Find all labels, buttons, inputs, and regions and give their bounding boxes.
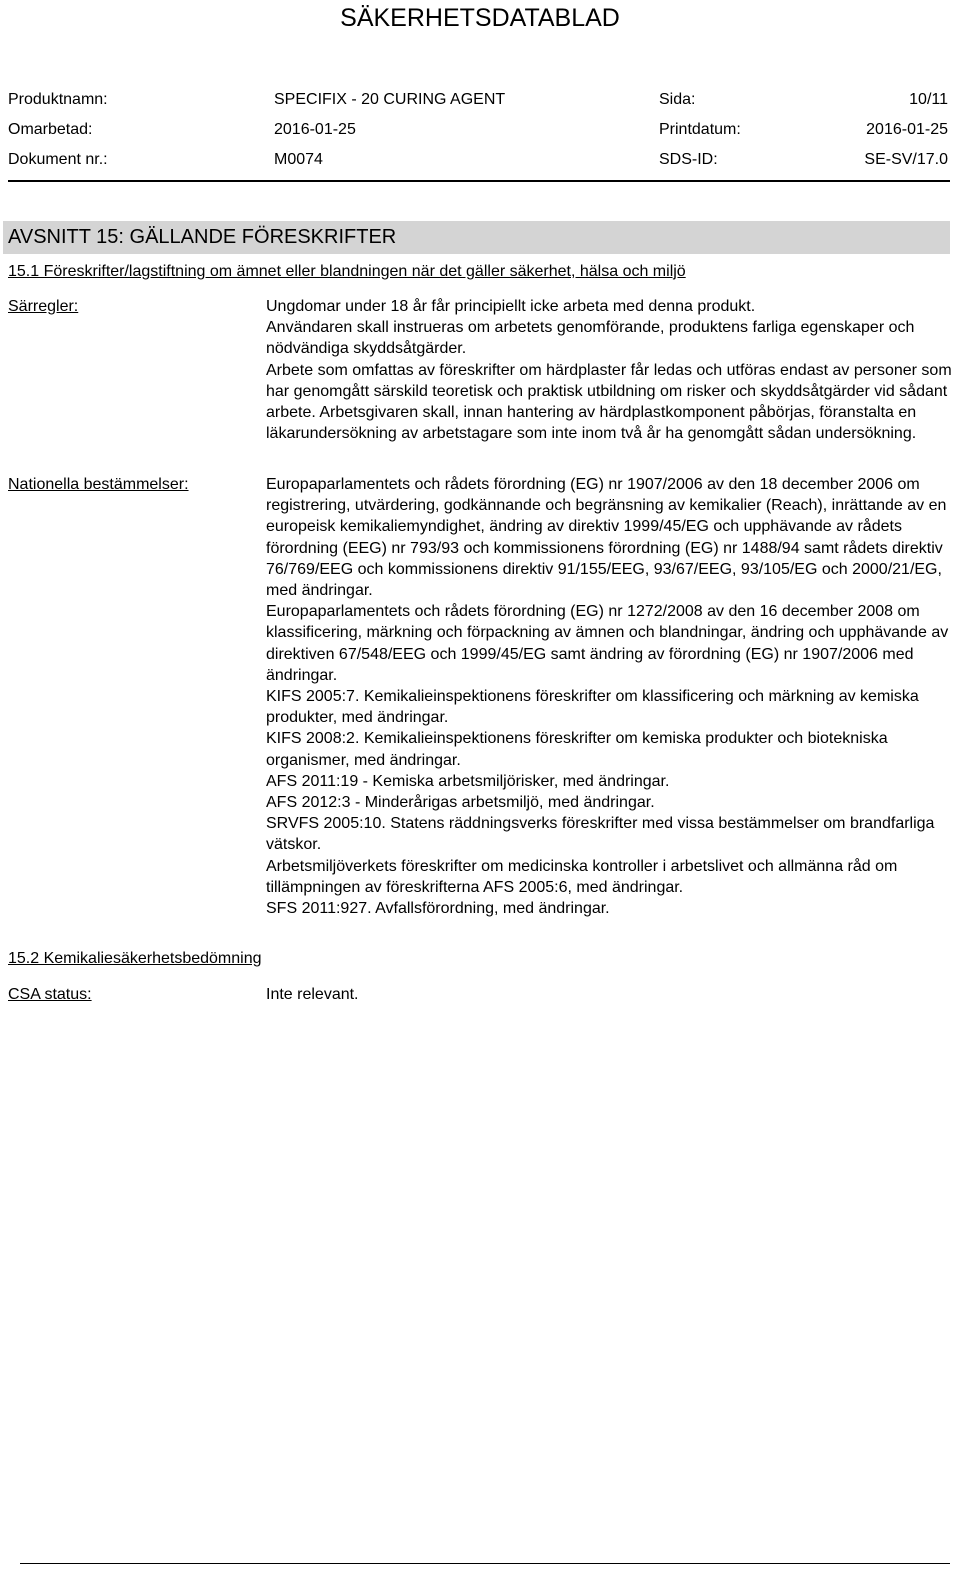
nationella-paragraph: SRVFS 2005:10. Statens räddningsverks föreskrifter med vissa bestämmelser om brandfarliga vätskor. — [266, 815, 935, 854]
header-divider — [8, 180, 950, 182]
document-number-label: Dokument nr.: — [8, 151, 108, 168]
nationella-paragraph: KIFS 2005:7. Kemikalieinspektionens föreskrifter om klassificering och märkning av kemiska produkter, med ändringar. — [266, 688, 919, 727]
print-date-label: Printdatum: — [659, 121, 741, 138]
nationella-paragraph: AFS 2012:3 - Minderårigas arbetsmiljö, med ändringar. — [266, 794, 655, 812]
sarregler-text — [266, 296, 956, 444]
sds-id-value: SE-SV/17.0 — [864, 151, 948, 168]
header-row-document — [8, 148, 948, 172]
document-number-value: M0074 — [274, 151, 323, 168]
sarregler-paragraph: Användaren skall instrueras om arbetets genomförande, produktens farliga egenskaper och nödvändiga skyddsåtgärder. — [266, 319, 915, 358]
nationella-paragraph: Arbetsmiljöverkets föreskrifter om medicinska kontroller i arbetslivet och allmänna råd om tillämpningen av föreskrifterna AFS 2005:6, med ändringar. — [266, 857, 898, 896]
nationella-label: Nationella bestämmelser: — [8, 476, 189, 493]
product-name-value: SPECIFIX - 20 CURING AGENT — [274, 91, 506, 108]
nationella-paragraph: AFS 2011:19 - Kemiska arbetsmiljörisker, med ändringar. — [266, 772, 670, 790]
nationella-paragraph: KIFS 2008:2. Kemikalieinspektionens föreskrifter om kemiska produkter och biotekniska organismer, med ändringar. — [266, 730, 888, 769]
page-label: Sida: — [659, 91, 696, 108]
nationella-text — [266, 474, 956, 919]
header-row-revised — [8, 118, 948, 142]
footer-divider — [20, 1563, 950, 1564]
revised-label: Omarbetad: — [8, 121, 93, 138]
sds-id-label: SDS-ID: — [659, 151, 718, 168]
csa-status-value: Inte relevant. — [266, 986, 359, 1003]
sarregler-paragraph: Ungdomar under 18 år får principiellt icke arbeta med denna produkt. — [266, 298, 756, 315]
section-title: AVSNITT 15: GÄLLANDE FÖRESKRIFTER — [3, 221, 950, 254]
csa-status-label: CSA status: — [8, 986, 92, 1003]
nationella-paragraph: Europaparlamentets och rådets förordning (EG) nr 1907/2006 av den 18 december 2006 om registrering, utvärdering, godkännande och begränsning av kemikalier (Reach), inrättande av en europeisk kemikaliemyndighet, ändring av direktiv 1999/45/EG och upphävande av rådets förordning (EEG) nr 793/93 och kommissionens förordning (EG) nr 1488/94 samt rådets direktiv 76/769/EEG och kommissionens direktiv 91/155/EEG, 93/67/EEG, 93/105/EG och 2000/21/EG, med ändringar. — [266, 476, 947, 600]
revised-value: 2016-01-25 — [274, 121, 356, 138]
subsection-15-1-title: 15.1 Föreskrifter/lagstiftning om ämnet eller blandningen när det gäller säkerhet, hälsa och miljö — [8, 263, 686, 280]
page-value: 10/11 — [909, 91, 948, 108]
nationella-paragraph: SFS 2011:927. Avfallsförordning, med ändringar. — [266, 900, 610, 918]
sarregler-label: Särregler: — [8, 298, 79, 315]
subsection-15-2-title: 15.2 Kemikaliesäkerhetsbedömning — [8, 950, 262, 967]
header-row-product — [8, 88, 948, 112]
document-title: SÄKERHETSDATABLAD — [340, 4, 620, 32]
nationella-paragraph: Europaparlamentets och rådets förordning (EG) nr 1272/2008 av den 16 december 2008 om klassificering, märkning och förpackning av ämnen och blandningar, ändring och upphävande av direktiven 67/548/EEG och 1999/45/EG samt ändring av förordning (EG) nr 1907/2006 med ändringar. — [266, 603, 949, 684]
print-date-value: 2016-01-25 — [866, 121, 948, 138]
sarregler-paragraph: Arbete som omfattas av föreskrifter om härdplaster får ledas och utföras endast av personer som har genomgått särskild teoretisk och praktisk utbildning om risker och skyddsåtgärder vid sådant arbete. Arbetsgivaren skall, innan hantering av härdplastkomponent påbörjas, föranstalta en läkarundersökning av arbetstagare som inte inom två år ha genomgått sådan undersökning. — [266, 361, 952, 443]
product-name-label: Produktnamn: — [8, 91, 108, 108]
